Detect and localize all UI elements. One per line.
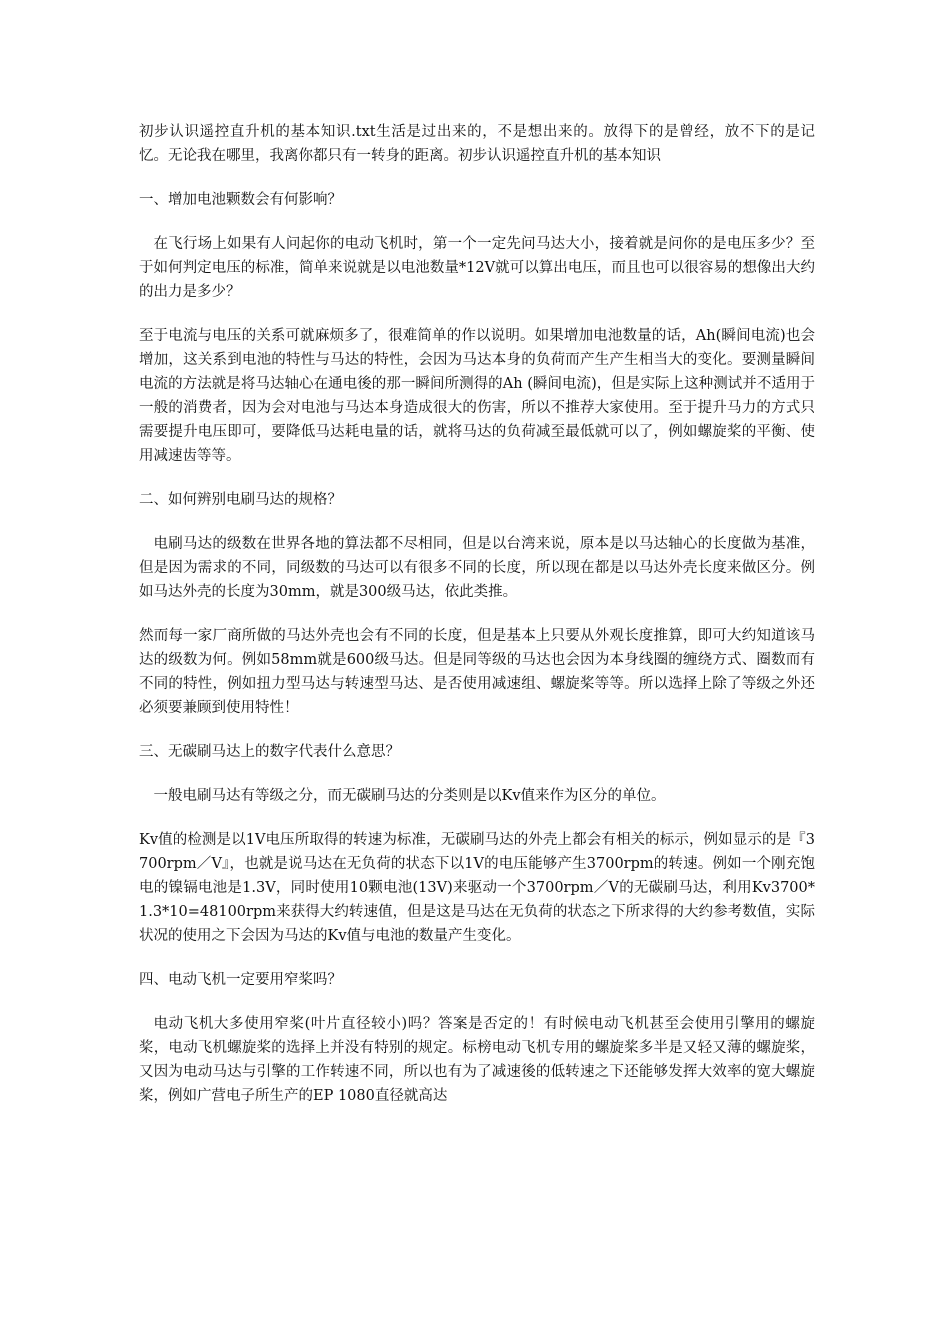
section-2-paragraph-2: 然而每一家厂商所做的马达外壳也会有不同的长度，但是基本上只要从外观长度推算，即可大约知道该马达的级数为何。例如58mm就是600级马达。但是同等级的马达也会因为本身线圈的缠绕方式、圈数而有不同的特性，例如扭力型马达与转速型马达、是否使用减速组、螺旋桨等等。所以选择上除了等级之外还必须要兼顾到使用特性！ (139, 628, 815, 716)
section-2-heading: 二、如何辨别电刷马达的规格？ (139, 492, 342, 508)
document-body (139, 120, 815, 1128)
section-1-paragraph-2: 至于电流与电压的关系可就麻烦多了，很难简单的作以说明。如果增加电池数量的话，Ah(瞬间电流)也会增加，这关系到电池的特性与马达的特性，会因为马达本身的负荷而产生产生相当大的变化。要测量瞬间电流的方法就是将马达轴心在通电後的那一瞬间所测得的Ah (瞬间电流)，但是实际上这种测试并不适用于一般的消费者，因为会对电池与马达本身造成很大的伤害，所以不推荐大家使用。至于提升马力的方式只需要提升电压即可，要降低马达耗电量的话，就将马达的负荷减至最低就可以了，例如螺旋桨的平衡、使用减速齿等等。 (139, 328, 815, 464)
intro-paragraph: 初步认识遥控直升机的基本知识.txt生活是过出来的，不是想出来的。放得下的是曾经，放不下的是记忆。无论我在哪里，我离你都只有一转身的距离。初步认识遥控直升机的基本知识 (139, 124, 815, 164)
section-4-heading: 四、电动飞机一定要用窄桨吗？ (139, 972, 342, 988)
section-2-paragraph-1: 电刷马达的级数在世界各地的算法都不尽相同，但是以台湾来说，原本是以马达轴心的长度做为基准，但是因为需求的不同，同级数的马达可以有很多不同的长度，所以现在都是以马达外壳长度来做区分。例如马达外壳的长度为30mm，就是300级马达，依此类推。 (139, 536, 815, 600)
section-3-paragraph-1: 一般电刷马达有等级之分，而无碳刷马达的分类则是以Kv值来作为区分的单位。 (153, 788, 666, 804)
section-3-paragraph-2: Kv值的检测是以1V电压所取得的转速为标准，无碳刷马达的外壳上都会有相关的标示，例如显示的是『3700rpm／V』，也就是说马达在无负荷的状态下以1V的电压能够产生3700rpm的转速。例如一个刚充饱电的镍镉电池是1.3V，同时使用10颗电池(13V)来驱动一个3700rpm／V的无碳刷马达，利用Kv3700*1.3*10=48100rpm来获得大约转速值，但是这是马达在无负荷的状态之下所求得的大约参考数值，实际状况的使用之下会因为马达的Kv值与电池的数量产生变化。 (139, 832, 815, 944)
section-1-paragraph-1: 在飞行场上如果有人问起你的电动飞机时，第一个一定先问马达大小，接着就是问你的是电压多少？至于如何判定电压的标准，简单来说就是以电池数量*12V就可以算出电压，而且也可以很容易的想像出大约的出力是多少？ (139, 236, 815, 300)
section-3-heading: 三、无碳刷马达上的数字代表什么意思？ (139, 744, 400, 760)
section-4-paragraph-1: 电动飞机大多使用窄桨(叶片直径较小)吗？答案是否定的！有时候电动飞机甚至会使用引擎用的螺旋桨，电动飞机螺旋桨的选择上并没有特别的规定。标榜电动飞机专用的螺旋桨多半是又轻又薄的螺旋桨，又因为电动马达与引擎的工作转速不同，所以也有为了减速後的低转速之下还能够发挥大效率的宽大螺旋桨，例如广营电子所生产的EP 1080直径就高达 (139, 1016, 815, 1104)
section-1-heading: 一、增加电池颗数会有何影响？ (139, 192, 342, 208)
